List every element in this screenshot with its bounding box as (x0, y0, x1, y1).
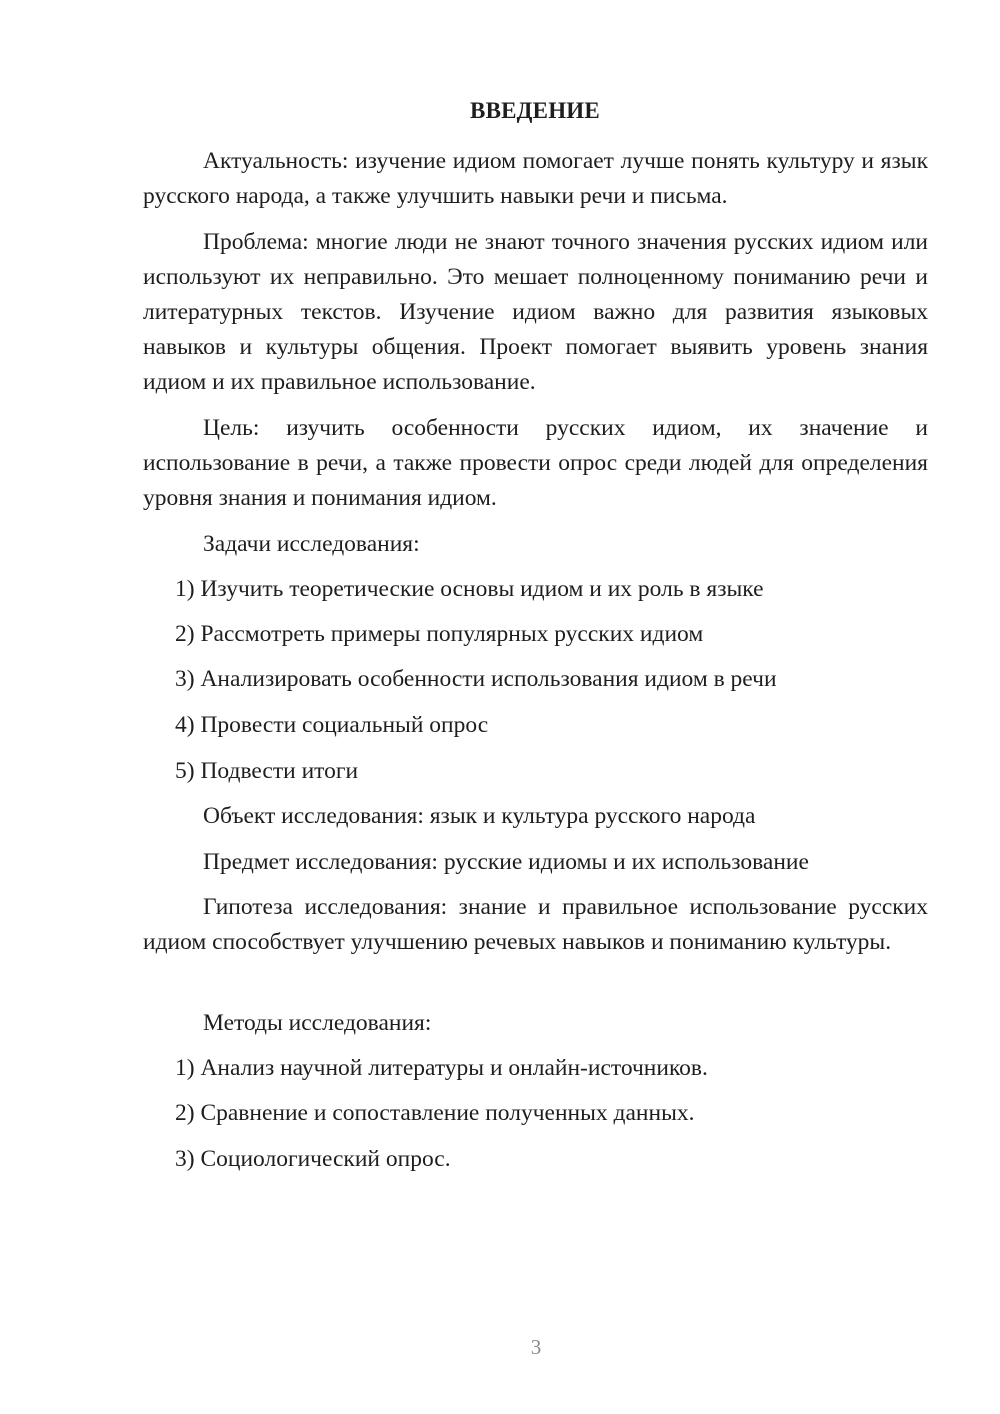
method-item-2: 2) Сравнение и сопоставление полученных данных. (175, 1100, 695, 1126)
task-item-3: 3) Анализировать особенности использования идиом в речи (175, 666, 777, 692)
relevance-paragraph: Актуальность: изучение идиом помогает лучше понять культуру и язык русского народа, а также улучшить навыки речи и письма. (143, 148, 928, 209)
method-item-3: 3) Социологический опрос. (175, 1146, 451, 1172)
problem-paragraph: Проблема: многие люди не знают точного значения русских идиом или используют их неправильно. Это мешает полноценному пониманию речи и литературных текстов. Изучение идиом важно для развития языковых навыков и культуры общения. Проект помогает выявить уровень знания идиом и их правильное использование. (143, 229, 928, 395)
section-heading: ВВЕДЕНИЕ (470, 98, 600, 123)
page-number: 3 (530, 1335, 542, 1359)
goal-paragraph: Цель: изучить особенности русских идиом, их значение и использование в речи, а также провести опрос среди людей для определения уровня знания и понимания идиом. (143, 415, 928, 511)
task-item-1: 1) Изучить теоретические основы идиом и их роль в языке (175, 576, 764, 602)
hypothesis-paragraph: Гипотеза исследования: знание и правильное использование русских идиом способствует улучшению речевых навыков и пониманию культуры. (143, 894, 928, 955)
object-line: Объект исследования: язык и культура русского народа (203, 803, 756, 829)
methods-label: Методы исследования: (203, 1010, 432, 1036)
task-item-2: 2) Рассмотреть примеры популярных русских идиом (175, 621, 704, 647)
task-item-5: 5) Подвести итоги (175, 758, 359, 784)
task-item-4: 4) Провести социальный опрос (175, 712, 489, 738)
subject-line: Предмет исследования: русские идиомы и их использование (203, 849, 809, 875)
tasks-label: Задачи исследования: (203, 531, 420, 557)
method-item-1: 1) Анализ научной литературы и онлайн-источников. (175, 1055, 708, 1081)
